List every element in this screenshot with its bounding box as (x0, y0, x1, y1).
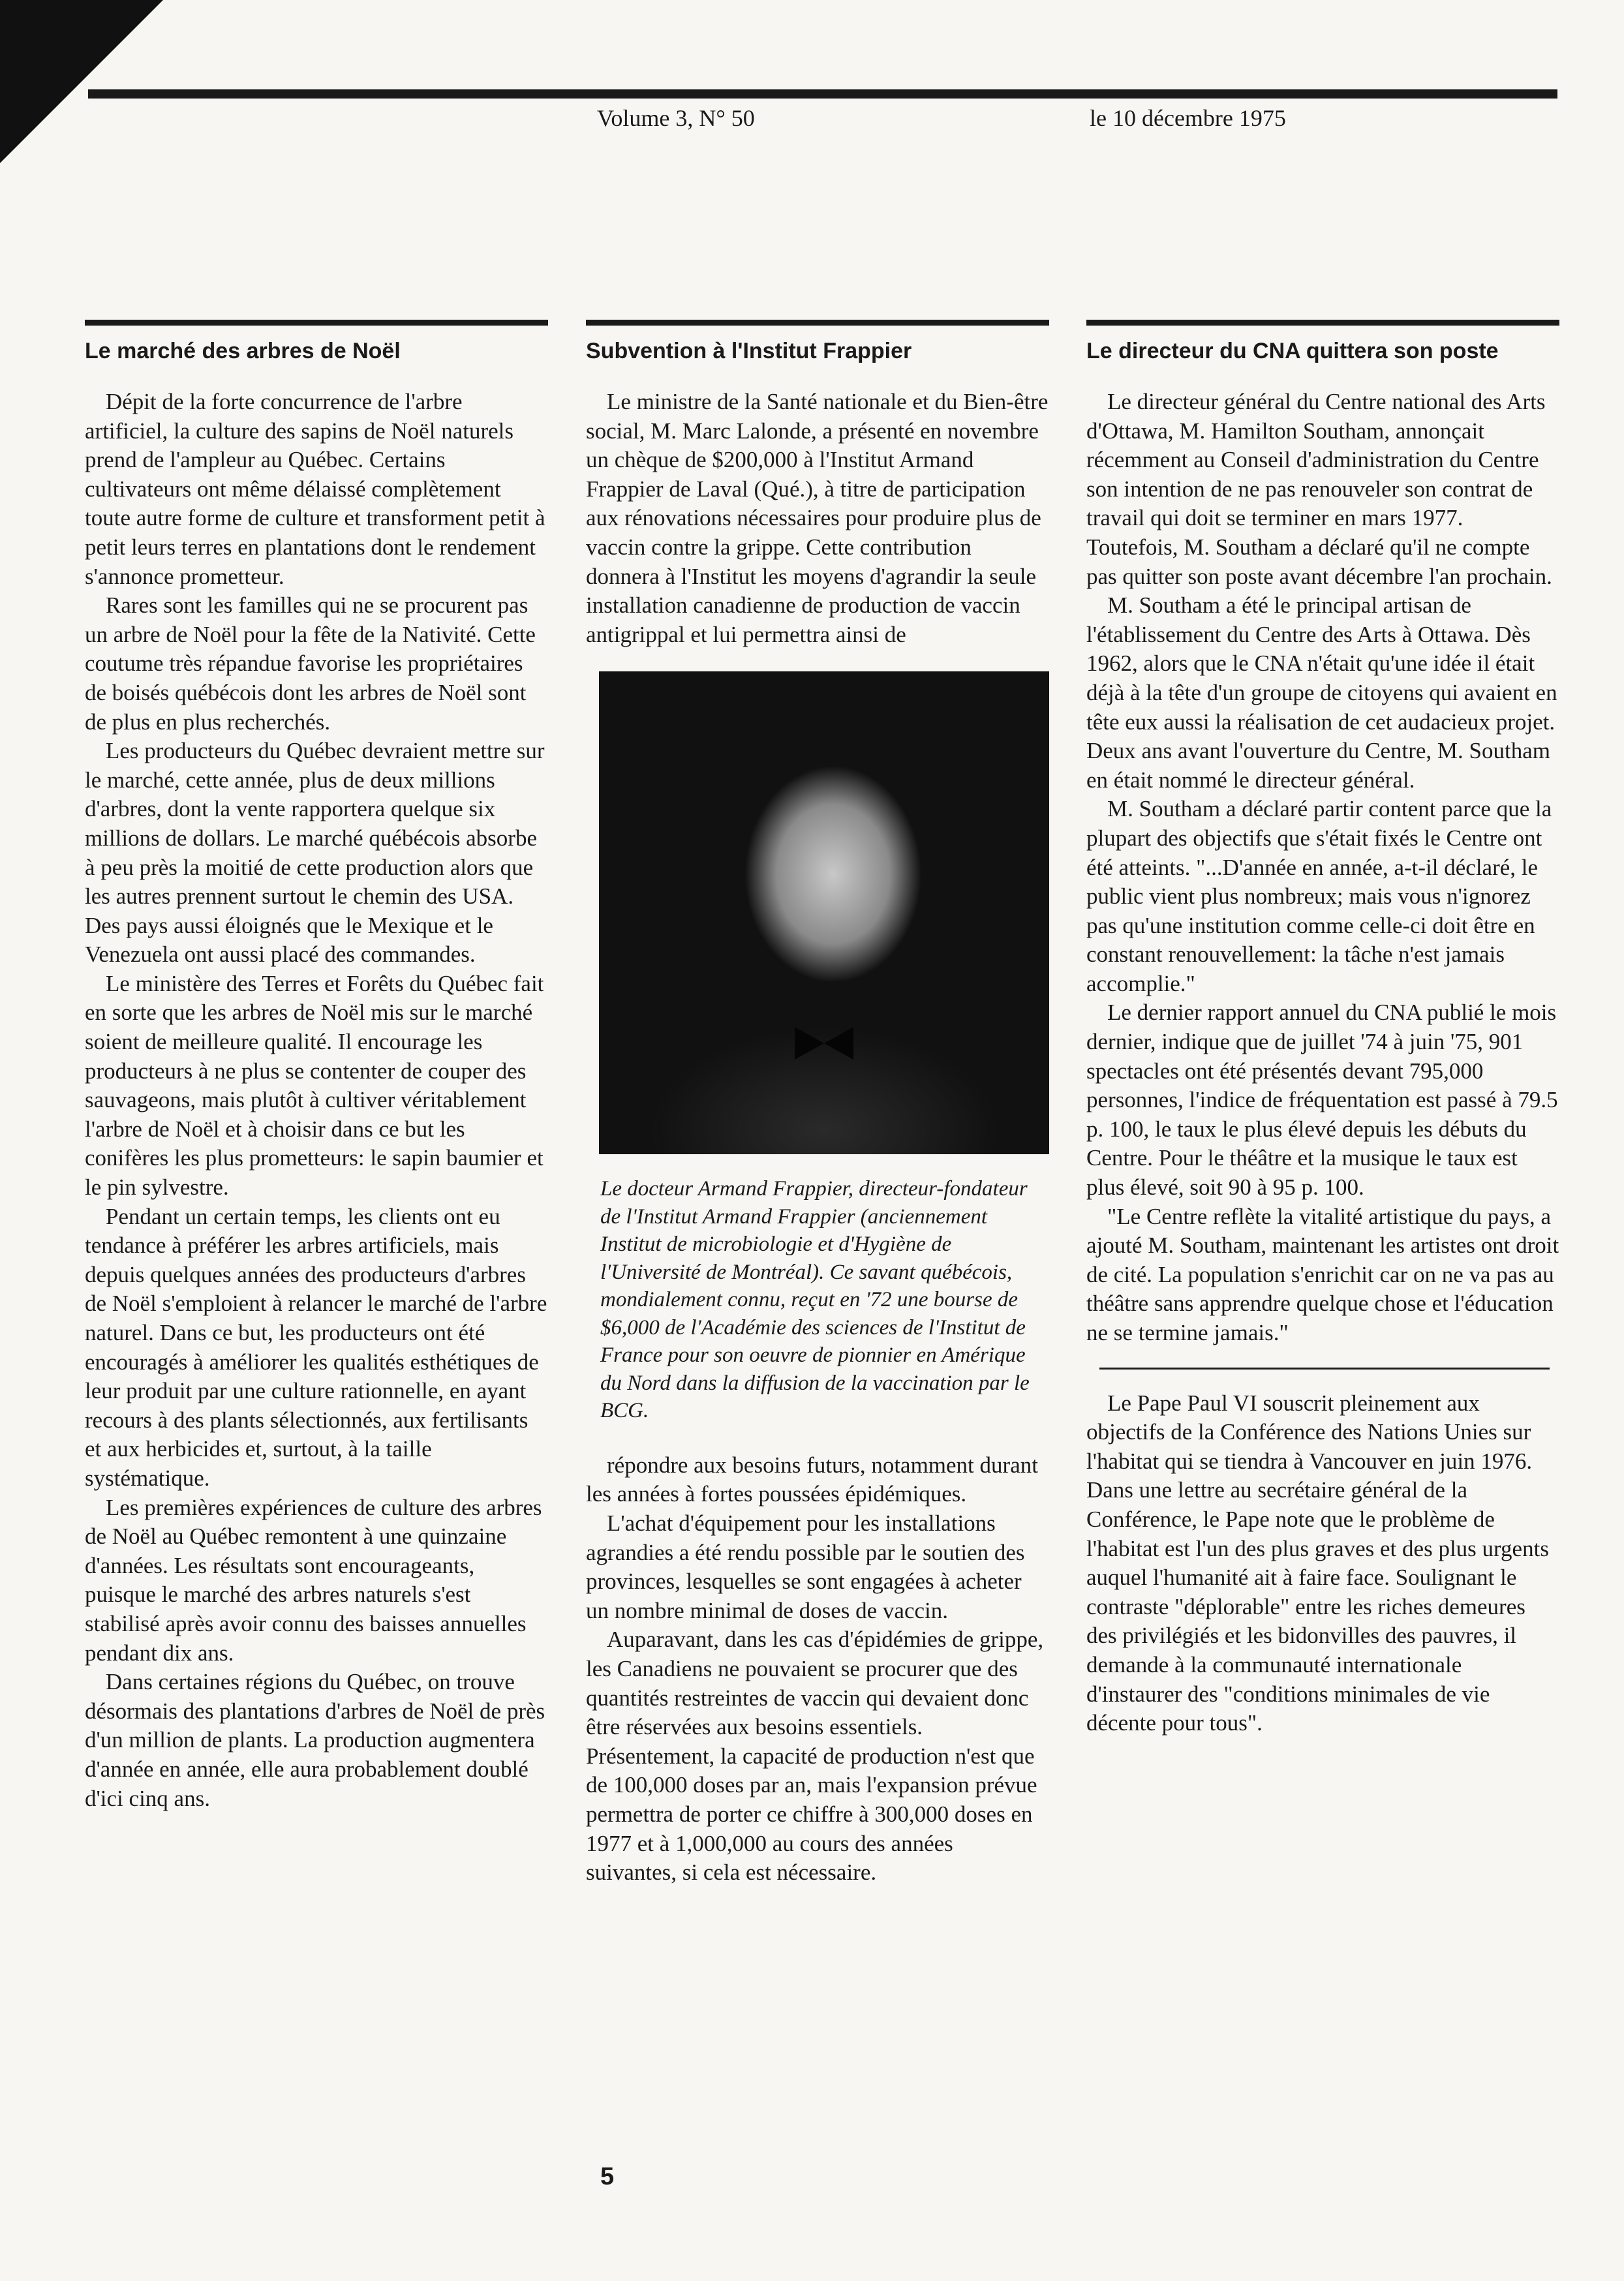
masthead-rule (88, 89, 1557, 99)
paragraph: Les producteurs du Québec devraient mettre sur le marché, cette année, plus de deux millions d'arbres, dont la vente rapportera quelque six millions de dollars. Le marché québécois absorbe à peu près la moitié de cette production alors que les autres prennent surtout le chemin des USA. Des pays aussi éloignés que le Mexique et le Venezuela ont aussi placé des commandes. (85, 738, 545, 968)
photo-caption: Le docteur Armand Frappier, directeur-fondateur de l'Institut Armand Frappier (anciennement Institut de microbiologie et d'Hygiène de l'Université de Montréal). Ce savant québécois, mondialement connu, reçut en '72 une bourse de $6,000 de l'Académie des sciences de l'Institut de France pour son oeuvre de pionnier en Amérique du Nord dans la diffusion de la vaccination par le BCG. (600, 1177, 1030, 1423)
article-separator (1099, 1368, 1550, 1370)
article-directeur-cna (1086, 320, 1559, 1738)
volume-number: Volume 3, N° 50 (597, 105, 755, 131)
paragraph: Auparavant, dans les cas d'épidémies de grippe, les Canadiens ne pouvaient se procurer que des quantités restreintes de vaccin qui devaient donc être réservées aux besoins essentiels. Présentement, la capacité de production n'est que de 100,000 doses par an, mais l'expansion prévue permettra de porter ce chiffre à 300,000 doses en 1977 et à 1,000,000 au cours des années suivantes, si cela est nécessaire. (586, 1627, 1044, 1886)
corner-mark (0, 0, 163, 163)
article-arbres-de-noel (85, 320, 548, 1813)
paragraph: Dans certaines régions du Québec, on trouve désormais des plantations d'arbres de Noël de près d'un million de plants. La production augmentera d'année en année, elle aura probablement doublé d'ici cinq ans. (85, 1669, 545, 1811)
paragraph: Dépit de la forte concurrence de l'arbre artificiel, la culture des sapins de Noël naturels prend de l'ampleur au Québec. Certains cultivateurs ont même délaissé complètement toute autre forme de culture et transforment petit à petit leurs terres en plantations dont le rendement s'annonce prometteur. (85, 389, 545, 589)
paragraph: Le ministère des Terres et Forêts du Québec fait en sorte que les arbres de Noël mis sur le marché soient de meilleure qualité. Il encourage les producteurs à ne plus se contenter de couper des sauvageons, mais plutôt à cultiver véritablement l'arbre de Noël et à choisir dans ce but les conifères les plus prometteurs: le sapin baumier et le pin sylvestre. (85, 970, 544, 1201)
paragraph: Le dernier rapport annuel du CNA publié le mois dernier, indique que de juillet '74 à juin '75, 901 spectacles ont été présentés devant 795,000 personnes, l'indice de fréquentation est passé à 79.5 p. 100, le taux le plus élevé depuis les débuts du Centre. Pour le théâtre et la musique le taux est plus élevé, soit 90 à 95 p. 100. (1086, 1000, 1558, 1201)
article-headline: Le marché des arbres de Noël (85, 339, 401, 363)
page-number: 5 (600, 2163, 615, 2190)
paragraph: Le Pape Paul VI souscrit pleinement aux objectifs de la Conférence des Nations Unies sur l'habitat qui se tiendra à Vancouver en juin 1976. Dans une lettre au secrétaire général de la Conférence, le Pape note que le problème de l'habitat est l'un des plus graves et des plus urgents auquel l'humanité ait à faire face. Soulignant le contraste "déplorable" entre les riches demeures des privilégiés et les bidonvilles des pauvres, il demande à la communauté internationale d'instaurer des "conditions minimales de vie décente pour tous". (1086, 1390, 1549, 1736)
paragraph: M. Southam a été le principal artisan de l'établissement du Centre des Arts à Ottawa. Dès 1962, alors que le CNA n'était qu'une idée il était déjà à la tête d'un groupe de citoyens qui avaient en tête eux aussi la réalisation de cet audacieux projet. Deux ans avant l'ouverture du Centre, M. Southam en était nommé le directeur général. (1086, 592, 1557, 793)
article-headline: Subvention à l'Institut Frappier (586, 339, 912, 363)
bowtie-right (824, 1027, 853, 1060)
paragraph: Le ministre de la Santé nationale et du Bien-être social, M. Marc Lalonde, a présenté en novembre un chèque de $200,000 à l'Institut Armand Frappier de Laval (Qué.), à titre de participation aux rénovations nécessaires pour produire plus de vaccin contre la grippe. Cette contribution donnera à l'Institut les moyens d'agrandir la seule installation canadienne de production de vaccin antigrippal et lui permettra ainsi de (586, 389, 1049, 647)
headline-rule (1086, 320, 1559, 326)
issue-date: le 10 décembre 1975 (1090, 105, 1286, 131)
article-institut-frappier (586, 320, 1049, 1888)
headline-rule (85, 320, 548, 326)
article-headline: Le directeur du CNA quittera son poste (1086, 339, 1499, 363)
paragraph: "Le Centre reflète la vitalité artistique du pays, a ajouté M. Southam, maintenant les artistes ont droit de cité. La population s'enrichit car on ne va pas au théâtre sans apprendre quelque chose et l'éducation ne se termine jamais." (1086, 1203, 1559, 1345)
paragraph: Le directeur général du Centre national des Arts d'Ottawa, M. Hamilton Southam, annonçait récemment au Conseil d'administration du Centre son intention de ne pas renouveler son contrat de travail qui doit se terminer en mars 1977. Toutefois, M. Southam a déclaré qu'il ne compte pas quitter son poste avant décembre l'an prochain. (1086, 389, 1552, 589)
paragraph: Les premières expériences de culture des arbres de Noël au Québec remontent à une quinzaine d'années. Les résultats sont encourageants, puisque le marché des arbres naturels s'est stabilisé après avoir connu des baisses annuelles pendant dix ans. (85, 1494, 542, 1666)
paragraph: Pendant un certain temps, les clients ont eu tendance à préférer les arbres artificiels, mais depuis quelques années des producteurs d'arbres de Noël s'emploient à relancer le marché de l'arbre naturel. Dans ce but, les producteurs ont été encouragés à améliorer les qualités esthétiques de leur produit par une culture rationnelle, en ayant recours à des plants sélectionnés, aux fertilisants et aux herbicides et, surtout, à la taille systématique. (85, 1203, 547, 1491)
paragraph: répondre aux besoins futurs, notamment durant les années à fortes poussées épidémiques. (586, 1452, 1038, 1507)
paragraph: Rares sont les familles qui ne se procurent pas un arbre de Noël pour la fête de la Nativité. Cette coutume très répandue favorise les propriétaires de boisés québécois dont les arbres de Noël sont de plus en plus recherchés. (85, 592, 536, 735)
paragraph: L'achat d'équipement pour les installations agrandies a été rendu possible par le soutien des provinces, lesquelles se sont engagées à acheter un nombre minimal de doses de vaccin. (586, 1510, 1025, 1623)
paragraph: M. Southam a déclaré partir content parce que la plupart des objectifs que s'était fixés le Centre ont été atteints. "...D'année en année, a-t-il déclaré, le public vient plus nombreux; mais vous n'ignorez pas qu'une institution comme celle-ci doit être en constant renouvellement: la tâche n'est jamais accomplie." (1086, 796, 1552, 996)
bowtie-left (795, 1027, 824, 1060)
portrait-photo (599, 671, 1049, 1154)
headline-rule (586, 320, 1049, 326)
